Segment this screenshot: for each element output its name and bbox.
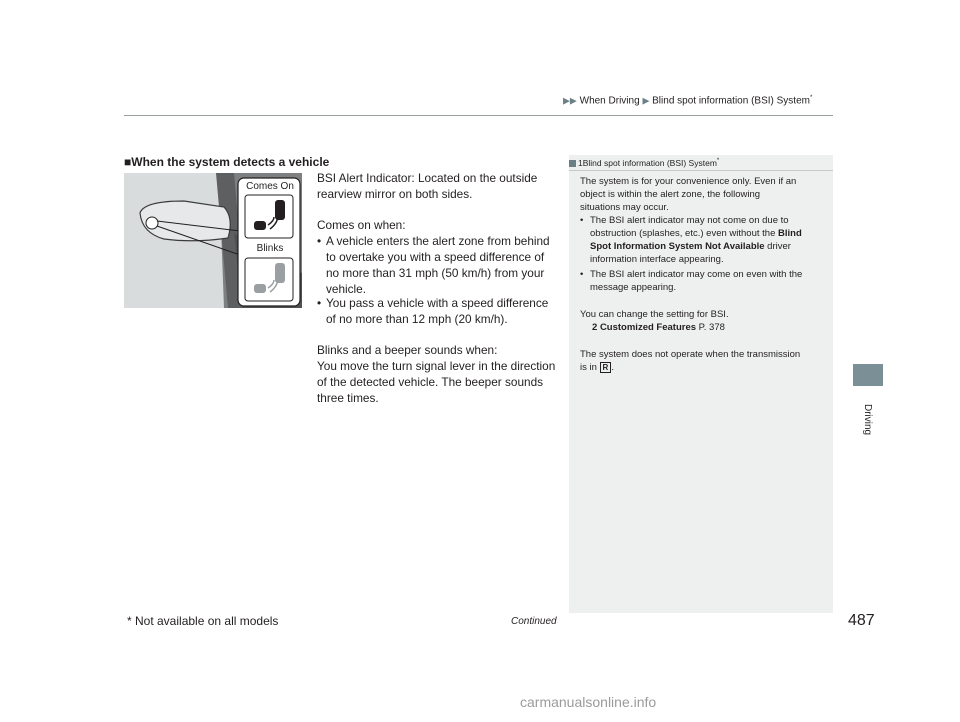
note-line xyxy=(590,227,828,241)
list-item xyxy=(326,233,556,297)
note-asterisk: * xyxy=(716,158,720,165)
indicator-location-line: BSI Alert Indicator: Located on the outside xyxy=(317,171,538,185)
note-line: The system does not operate when the transmission xyxy=(580,349,801,360)
note-text: is in xyxy=(580,362,600,373)
cross-reference-icon: 2 xyxy=(592,322,598,333)
note-line: The BSI alert indicator may come on even with the xyxy=(590,269,803,280)
comes-on-label: Comes On xyxy=(242,181,298,192)
breadcrumb-asterisk: * xyxy=(809,95,813,101)
list-item-line: no more than 31 mph (50 km/h) from your xyxy=(326,266,545,280)
bullet-mark: • xyxy=(317,234,322,248)
reverse-gear-icon: R xyxy=(600,362,612,373)
mirror-illustration-graphic xyxy=(124,173,302,308)
note-line: You can change the setting for BSI. xyxy=(580,309,729,320)
bsi-mirror-illustration xyxy=(124,173,302,308)
notes-panel-title xyxy=(569,158,719,168)
chapter-tab-marker xyxy=(853,364,883,386)
header-divider xyxy=(124,115,833,116)
list-item-line: vehicle. xyxy=(326,282,366,296)
note-line xyxy=(590,240,828,254)
cross-reference-link[interactable] xyxy=(592,321,822,335)
bullet-mark: • xyxy=(580,215,584,226)
note-line: information interface appearing. xyxy=(590,254,724,265)
comes-on-when-label: Comes on when: xyxy=(317,218,406,232)
note-title: Blind spot information (BSI) System xyxy=(582,158,717,168)
list-item-line: You pass a vehicle with a speed difference xyxy=(326,296,549,310)
blinks-when-line: You move the turn signal lever in the direction xyxy=(317,359,556,373)
note-line xyxy=(580,361,828,375)
note-line: The system is for your convenience only. Even if an xyxy=(580,176,797,187)
note-line: message appearing. xyxy=(590,282,677,293)
note-number: 1 xyxy=(578,158,583,168)
footnote: * Not available on all models xyxy=(127,614,279,628)
breadcrumb-arrow-icon: ▶▶ xyxy=(563,95,577,106)
cross-reference-page: P. 378 xyxy=(696,322,725,333)
list-item-line: A vehicle enters the alert zone from behind xyxy=(326,234,550,248)
list-item-line: of no more than 12 mph (20 km/h). xyxy=(326,312,508,326)
blinks-label: Blinks xyxy=(242,243,298,254)
blinks-when-line: three times. xyxy=(317,391,379,405)
bullet-mark: • xyxy=(317,296,322,310)
note-text: driver xyxy=(764,241,791,252)
note-text: . xyxy=(611,362,614,373)
notes-panel-divider xyxy=(569,170,833,171)
section-heading: ■When the system detects a vehicle xyxy=(124,155,330,169)
cross-reference-title: Customized Features xyxy=(599,322,697,333)
breadcrumb-topic: Blind spot information (BSI) System xyxy=(652,95,810,107)
note-text: obstruction (splashes, etc.) even without the xyxy=(590,228,778,239)
note-line: The BSI alert indicator may not come on due to xyxy=(590,215,789,226)
breadcrumb-section: When Driving xyxy=(579,95,640,107)
note-line: object is within the alert zone, the following xyxy=(580,189,761,200)
list-item xyxy=(326,295,556,327)
bullet-mark: • xyxy=(580,269,584,280)
page-number: 487 xyxy=(848,612,875,629)
continued-label: Continued xyxy=(511,616,557,627)
note-emphasis: Blind xyxy=(778,228,802,239)
breadcrumb xyxy=(563,95,812,106)
breadcrumb-arrow-icon: ▶ xyxy=(642,95,650,106)
note-marker-icon xyxy=(569,160,576,167)
note-line: situations may occur. xyxy=(580,202,669,213)
blinks-when-line: Blinks and a beeper sounds when: xyxy=(317,343,498,357)
list-item-line: to overtake you with a speed difference of xyxy=(326,250,545,264)
watermark: carmanualsonline.info xyxy=(520,694,657,710)
note-emphasis: Spot Information System Not Available xyxy=(590,241,765,252)
indicator-location-line: rearview mirror on both sides. xyxy=(317,187,473,201)
blinks-when-line: of the detected vehicle. The beeper sounds xyxy=(317,375,544,389)
chapter-tab-label: Driving xyxy=(862,404,873,436)
